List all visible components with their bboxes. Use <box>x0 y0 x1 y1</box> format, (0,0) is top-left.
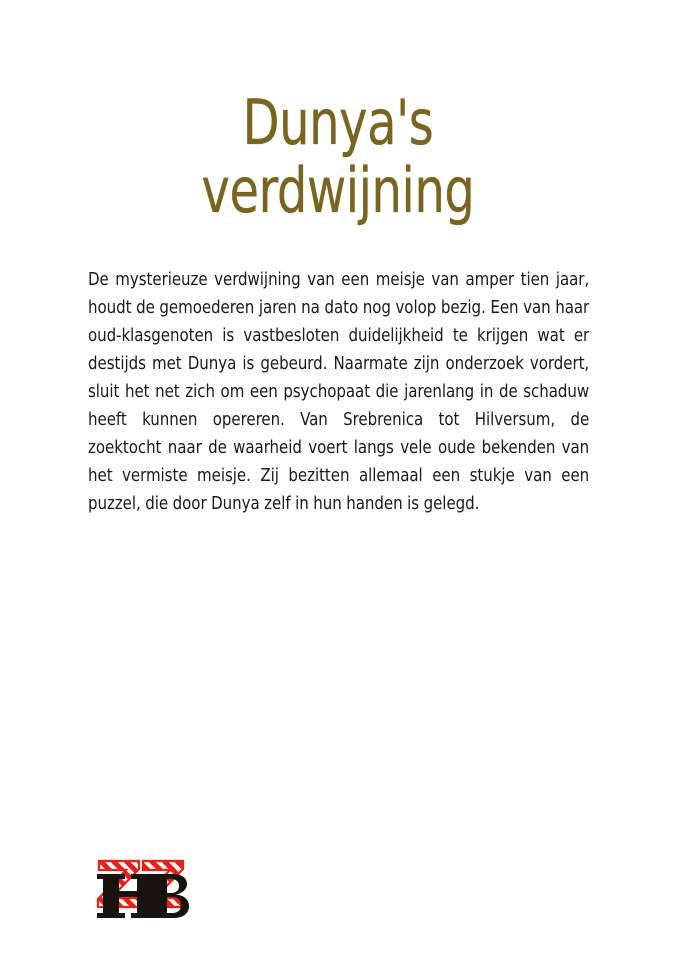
title-line-1: Dunya's <box>242 86 434 159</box>
blurb-paragraph: De mysterieuze verdwijning van een meisje van amper tien jaar, houdt de gemoederen jaren na dato nog volop bezig. Een van haar oud-klasgenoten is vastbesloten duidelijkheid te krijgen wat er destijds met Dunya is gebeurd. Naarmate zijn onderzoek vordert, sluit het net zich om een psychopaat die jarenlang in de schaduw heeft kunnen opereren. Van Srebrenica tot Hilversum, de zoektocht naar de waarheid voert langs vele oude bekenden van het vermiste meisje. Zij bezitten allemaal een stukje van een puzzel, die door Dunya zelf in hun handen is gelegd. <box>88 270 590 514</box>
back-cover-blurb <box>88 266 589 518</box>
logo-hb-front <box>97 874 189 918</box>
page-title <box>0 86 676 227</box>
title-line-2: verdwijning <box>201 154 475 227</box>
publisher-logo <box>95 852 191 920</box>
